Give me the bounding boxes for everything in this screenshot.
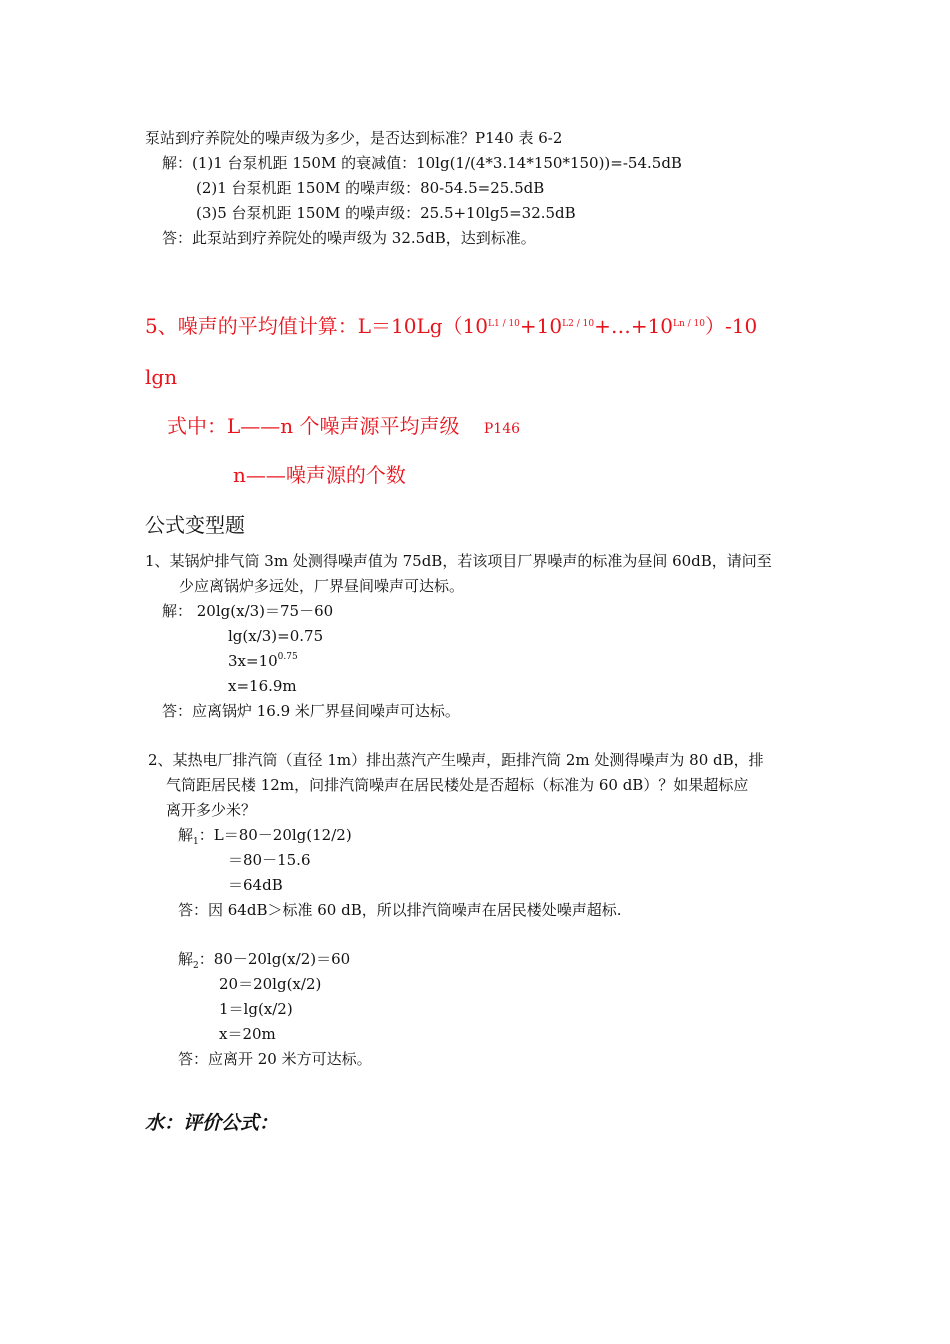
q2-solution-b-step4: x＝20m [219, 1025, 276, 1043]
intro-answer: 答：此泵站到疗养院处的噪声级为 32.5dB，达到标准。 [162, 229, 536, 247]
q1-solution-step3 [228, 651, 298, 671]
formula5-where1-text: 式中：L——n 个噪声源平均声级 [167, 414, 460, 438]
intro-solution-step1: 解：(1)1 台泵机距 150M 的衰减值：10lg(1/(4*3.14*150*150))=-54.5dB [162, 154, 682, 172]
q2-solution-b-step3: 1＝lg(x/2) [219, 1000, 293, 1018]
intro-question: 泵站到疗养院处的噪声级为多少，是否达到标准？P140 表 6-2 [145, 129, 563, 147]
formula5-sup1: L1 / 10 [488, 319, 520, 329]
q2-solution-b-step1 [178, 949, 350, 969]
formula5-prefix: 5、噪声的平均值计算：L＝10Lg（10 [145, 314, 488, 338]
q2-solution-b-step1-text: ：80－20lg(x/2)＝60 [198, 950, 351, 968]
section-title: 公式变型题 [145, 513, 245, 537]
q1-text-line2: 少应离锅炉多远处，厂界昼间噪声可达标。 [179, 577, 465, 595]
q1-answer: 答：应离锅炉 16.9 米厂界昼间噪声可达标。 [162, 702, 460, 720]
water-section-title: 水：评价公式： [145, 1112, 279, 1134]
q1-solution-step1: 解： 20lg(x/3)＝75－60 [162, 602, 334, 620]
q1-text-line1: 1、某锅炉排气筒 3m 处测得噪声值为 75dB，若该项目厂界噪声的标准为昼间 60dB，请问至 [145, 552, 772, 570]
formula5-page-ref: P146 [483, 421, 521, 437]
formula5-sup2: L2 / 10 [562, 319, 595, 329]
q2-solution-a-step1 [178, 825, 352, 845]
q1-step3-sup: 0.75 [277, 652, 298, 662]
intro-solution-step2: (2)1 台泵机距 150M 的噪声级：80-54.5=25.5dB [196, 179, 545, 197]
q2-solution-a-sub: 1 [193, 837, 199, 847]
q1-solution-step2: lg(x/3)=0.75 [228, 627, 324, 645]
q2-solution-a-step2: ＝80－15.6 [228, 851, 311, 869]
q2-solution-a-step1-text: ：L＝80－20lg(12/2) [198, 826, 352, 844]
intro-solution-step3: (3)5 台泵机距 150M 的噪声级：25.5+10lg5=32.5dB [196, 204, 576, 222]
formula5-where1 [167, 413, 520, 442]
q2-solution-a-answer: 答：因 64dB＞标准 60 dB，所以排汽筒噪声在居民楼处噪声超标. [178, 901, 622, 919]
formula5-sup3: Ln / 10 [673, 319, 706, 329]
formula5-line2: lgn [145, 365, 178, 389]
formula5-mid1: +10 [519, 314, 563, 338]
formula5-where2: n——噪声源的个数 [233, 463, 406, 487]
q2-text-line2: 气筒距居民楼 12m，问排汽筒噪声在居民楼处是否超标（标准为 60 dB）？如果超标应 [166, 776, 749, 794]
formula5-line1 [145, 313, 757, 339]
q2-text-line3: 离开多少米？ [166, 801, 257, 819]
q2-solution-a-label: 解 [178, 826, 194, 844]
formula5-suffix: ）-10 [705, 314, 758, 338]
q1-step3-base: 3x=10 [228, 652, 278, 670]
q2-solution-b-sub: 2 [193, 961, 199, 971]
formula5-mid2: +…+10 [594, 314, 674, 338]
q2-solution-a-step3: ＝64dB [228, 876, 283, 894]
q2-solution-b-step2: 20＝20lg(x/2) [219, 975, 322, 993]
q2-solution-b-answer: 答：应离开 20 米方可达标。 [178, 1050, 372, 1068]
q1-solution-step4: x=16.9m [228, 677, 297, 695]
q2-solution-b-label: 解 [178, 950, 194, 968]
q2-text-line1: 2、某热电厂排汽筒（直径 1m）排出蒸汽产生噪声，距排汽筒 2m 处测得噪声为 80 dB，排 [148, 751, 764, 769]
